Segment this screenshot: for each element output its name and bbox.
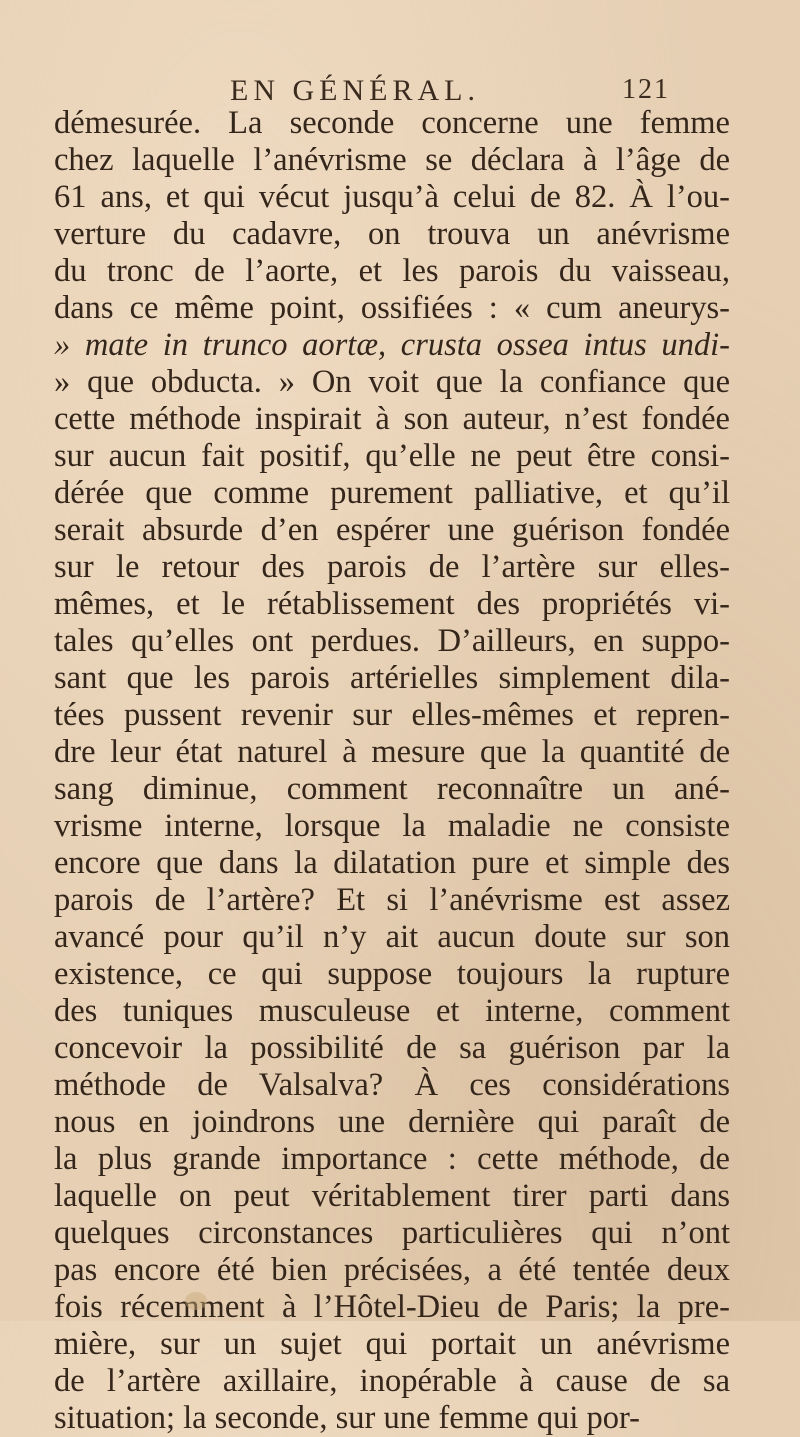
text-line: fois récemment à l’Hôtel-Dieu de Paris; la pre- xyxy=(54,1289,730,1325)
text-line: démesurée. La seconde concerne une femme xyxy=(54,105,730,141)
running-title: EN GÉNÉRAL. xyxy=(230,74,480,107)
text-line: laquelle on peut véritablement tirer parti dans xyxy=(54,1178,730,1214)
text-line: concevoir la possibilité de sa guérison par la xyxy=(54,1030,730,1066)
text-line: sur aucun fait positif, qu’elle ne peut être consi- xyxy=(54,438,730,474)
text-line: serait absurde d’en espérer une guérison fondée xyxy=(54,512,730,548)
text-line: tées pussent revenir sur elles-mêmes et repren- xyxy=(54,697,730,733)
text-line: existence, ce qui suppose toujours la rupture xyxy=(54,956,730,992)
text-line: verture du cadavre, on trouva un anévrisme xyxy=(54,216,730,252)
text-line: sant que les parois artérielles simplement dila- xyxy=(54,660,730,696)
text-line: nous en joindrons une dernière qui paraît de xyxy=(54,1104,730,1140)
text-line: mêmes, et le rétablissement des propriétés vi- xyxy=(54,586,730,622)
text-line: encore que dans la dilatation pure et simple des xyxy=(54,845,730,881)
page-number: 121 xyxy=(622,74,670,105)
text-line: parois de l’artère? Et si l’anévrisme est assez xyxy=(54,882,730,918)
body-text xyxy=(54,105,730,1437)
text-line: sur le retour des parois de l’artère sur elles- xyxy=(54,549,730,585)
text-line: tales qu’elles ont perdues. D’ailleurs, en suppo- xyxy=(54,623,730,659)
text-line: mière, sur un sujet qui portait un anévrisme xyxy=(54,1326,730,1362)
text-line: dre leur état naturel à mesure que la quantité de xyxy=(54,734,730,770)
text-line: méthode de Valsalva? À ces considérations xyxy=(54,1067,730,1103)
text-line: la plus grande importance : cette méthode, de xyxy=(54,1141,730,1177)
text-line: cette méthode inspirait à son auteur, n’est fondée xyxy=(54,401,730,437)
text-line: dans ce même point, ossifiées : « cum aneurys- xyxy=(54,290,730,326)
text-line: du tronc de l’aorte, et les parois du vaisseau, xyxy=(54,253,730,289)
text-line: dérée que comme purement palliative, et qu’il xyxy=(54,475,730,511)
text-line: 61 ans, et qui vécut jusqu’à celui de 82. À l’ou- xyxy=(54,179,730,215)
text-line: » que obducta. » On voit que la confiance que xyxy=(54,364,730,400)
text-line: sang diminue, comment reconnaître un ané- xyxy=(54,771,730,807)
text-line: quelques circonstances particulières qui n’ont xyxy=(54,1215,730,1251)
text-line-latin-quote: » mate in trunco aortæ, crusta ossea intus undi- xyxy=(54,327,730,363)
text-line: vrisme interne, lorsque la maladie ne consiste xyxy=(54,808,730,844)
text-line: pas encore été bien précisées, a été tentée deux xyxy=(54,1252,730,1288)
text-line: de l’artère axillaire, inopérable à cause de sa xyxy=(54,1363,730,1399)
text-line: avancé pour qu’il n’y ait aucun doute sur son xyxy=(54,919,730,955)
paper-stain xyxy=(185,1292,207,1310)
text-line: chez laquelle l’anévrisme se déclara à l’âge de xyxy=(54,142,730,178)
text-line: des tuniques musculeuse et interne, comment xyxy=(54,993,730,1029)
text-line: situation; la seconde, sur une femme qui por- xyxy=(54,1400,640,1436)
